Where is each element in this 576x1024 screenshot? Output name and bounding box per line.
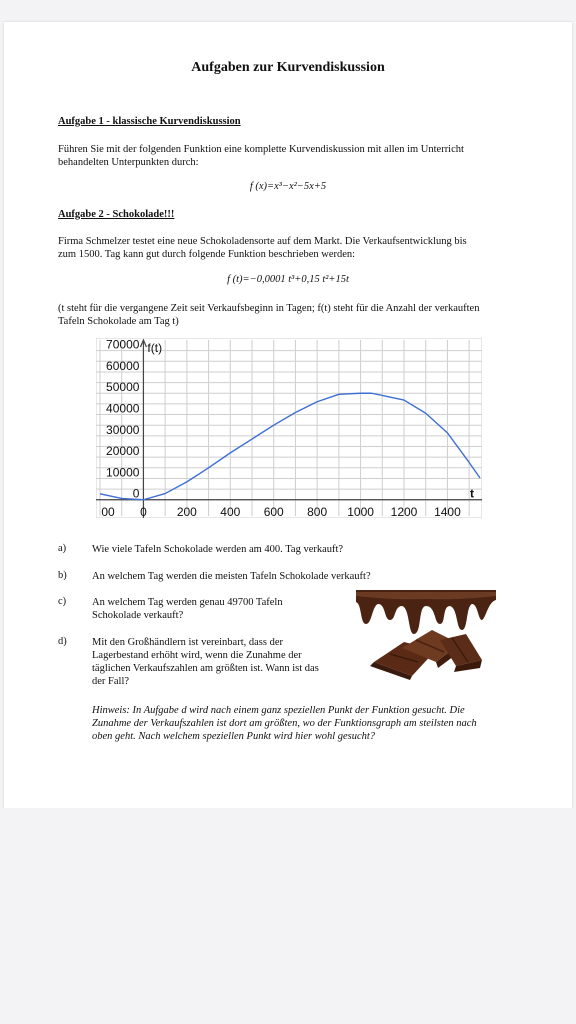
task1-text-line1: Führen Sie mit der folgenden Funktion eine komplette Kurvendiskussion mit allen im Unterricht [58,144,464,155]
page-title: Aufgaben zur Kurvendiskussion [191,60,385,75]
task2-text-line2: zum 1500. Tag kann gut durch folgende Funktion beschrieben werden: [58,249,356,260]
task2-note-line2: Tafeln Schokolade am Tag t) [58,316,179,327]
x-tick-label: 1400 [434,505,461,518]
x-tick-label: 200 [176,505,197,518]
question-letter: b) [58,570,67,581]
task2-note-line1: (t steht für die vergangene Zeit seit Verkaufsbeginn in Tagen; f(t) steht für die Anzahl der verkauften [58,303,480,314]
question-text: der Fall? [92,676,130,687]
question-text: An welchem Tag werden die meisten Tafeln Schokolade verkauft? [92,571,371,582]
chart-background [96,338,482,518]
y-tick-label: 60000 [106,358,140,373]
question-text: An welchem Tag werden genau 49700 Tafeln [92,597,283,608]
x-tick-label: 400 [220,505,241,518]
hint-text [92,704,524,743]
x-tick-label: 0 [140,505,147,518]
task1-formula: f (x)=x³−x²−5x+5 [249,181,327,192]
hint-line: Zunahme der Verkaufszahlen ist dort am größten, wo der Funktionsgraph am steilsten nach [92,718,477,729]
task2-text-line1: Firma Schmelzer testet eine neue Schokoladensorte auf dem Markt. Die Verkaufsentwicklung bis [58,236,467,247]
empty-area [0,808,576,1024]
chocolate-image [356,590,496,682]
chart-svg [96,338,482,518]
question-text: Mit den Großhändlern ist vereinbart, dass der [92,637,283,648]
top-bar [0,0,576,22]
question-text: täglichen Verkaufszahlen am größten ist. Wann ist das [92,663,319,674]
task2-formula: f (t)=−0,0001 t³+0,15 t²+15t [227,274,349,285]
question-letter: d) [58,636,67,647]
x-tick-label: 800 [307,505,328,518]
x-tick-label: 600 [263,505,284,518]
task1-heading: Aufgabe 1 - klassische Kurvendiskussion [58,116,241,127]
sales-chart [96,338,482,518]
task2-heading: Aufgabe 2 - Schokolade!!! [58,209,175,220]
y-tick-label: 0 [132,486,140,501]
y-tick-label: 20000 [106,444,140,459]
question-letter: c) [58,596,67,607]
y-tick-label: 10000 [106,465,140,480]
hint-line: oben geht. Nach welchem speziellen Punkt wird hier wohl gesucht? [92,731,376,742]
y-tick-label: 40000 [106,401,140,416]
x-axis-label: t [470,486,474,501]
y-tick-label: 70000 [106,338,140,352]
question-letter: a) [58,543,67,554]
x-tick-label: 1200 [390,505,418,518]
y-tick-label: 50000 [106,380,140,395]
task1-text-line2: behandelten Unterpunkten durch: [58,157,199,168]
question-text: Lagerbestand erhöht wird, wenn die Zunahme der [92,650,302,661]
x-tick-label: 1000 [347,505,374,518]
document-page [4,22,572,808]
hint-line: Hinweis: In Aufgabe d wird nach einem ganz speziellen Punkt der Funktion gesucht. Die [92,705,465,716]
x-tick-label: 00 [101,505,115,518]
y-tick-label: 30000 [106,422,140,437]
question-text: Schokolade verkauft? [92,610,184,621]
y-axis-label: f(t) [147,341,163,355]
question-text: Wie viele Tafeln Schokolade werden am 400. Tag verkauft? [92,544,344,555]
